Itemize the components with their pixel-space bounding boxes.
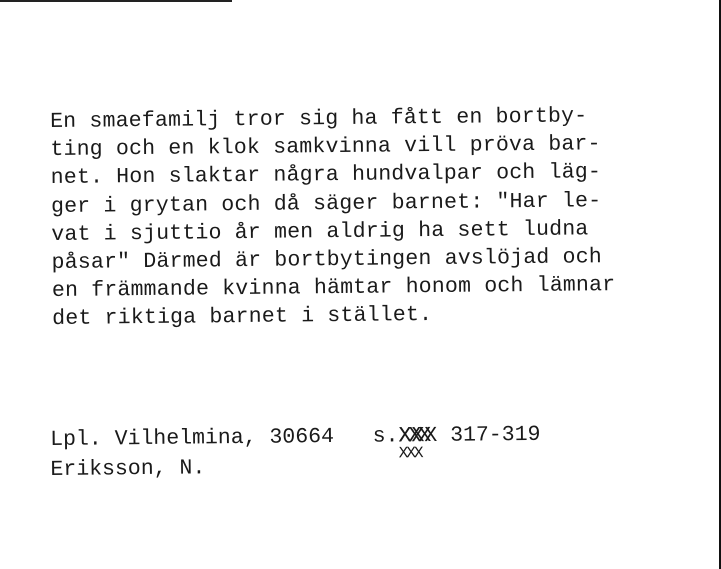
text-line: ting och en klok samkvinna vill pröva bar- — [50, 132, 601, 163]
text-line: vat i sjuttio år men aldrig ha sett ludna — [51, 217, 589, 247]
record-footer — [50, 420, 541, 485]
page-range: 317-319 — [450, 422, 541, 448]
record-text — [50, 102, 616, 334]
card-top-edge — [0, 0, 232, 2]
text-line: en främmande kvinna hämtar honom och lämnar — [51, 273, 616, 304]
page-prefix: s. — [372, 424, 399, 449]
struck-page-text: XXX — [398, 423, 438, 449]
text-line: det riktiga barnet i stället. — [52, 303, 433, 332]
text-line: påsar" Därmed är bortbytingen avslöjad och — [51, 245, 603, 276]
text-line: En smaefamilj tror sig ha fått en bortby- — [50, 104, 588, 134]
text-line: ger i grytan och då säger barnet: "Har le- — [50, 188, 602, 219]
struck-page-overwrite: XXX — [398, 444, 422, 463]
source-line — [50, 420, 541, 463]
text-line: net. Hon slaktar några hundvalpar och läg- — [50, 160, 602, 191]
author-line: Eriksson, N. — [50, 456, 206, 482]
struck-page-number — [398, 421, 438, 463]
place-reference: Lpl. Vilhelmina, 30664 — [50, 425, 335, 452]
